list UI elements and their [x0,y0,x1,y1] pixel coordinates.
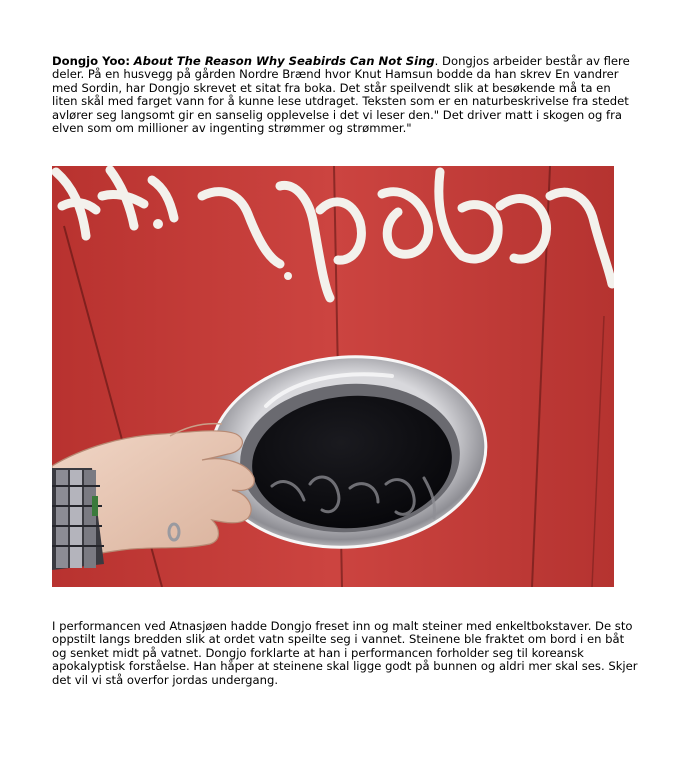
artist-name: Dongjo Yoo: [52,54,131,68]
artwork-photo [52,166,614,587]
performance-paragraph: I performancen ved Atnasjøen hadde Dongjo freset inn og malt steiner med enkeltbokstaver. De sto oppstilt langs bredden slik at ordet vatn speilte seg i vannet. Steinene ble fraktet om bord i en båt og senket midt på vatnet. Dongjo forklarte at han i performancen forholder seg til koreansk apokalyptisk forståelse. Han håper at steinene skal ligge godt på bunnen og aldri mer skal ses. Skjer det vil vi stå overfor jordas undergang. [52,619,638,687]
work-title: About The Reason Why Seabirds Can Not Sing [133,54,435,68]
intro-paragraph [52,55,638,135]
intro-text: . Dongjos arbeider består av flere deler. På en husvegg på gården Nordre Brænd hvor Knut Hamsun bodde da han skrev En vandrer med Sordin, har Dongjo skrevet et sitat fra boka. Det står speilvendt slik at besøkende må ta en liten skål med farget vann for å kunne lese utdraget. Teksten som er en naturbeskrivelse fra stedet avlører seg langsomt gir en sanselig opplevelse i det vi leser den." Det driver matt i skogen og fra elven som om millioner av ingenting strømmer og strømmer." [52,54,630,136]
